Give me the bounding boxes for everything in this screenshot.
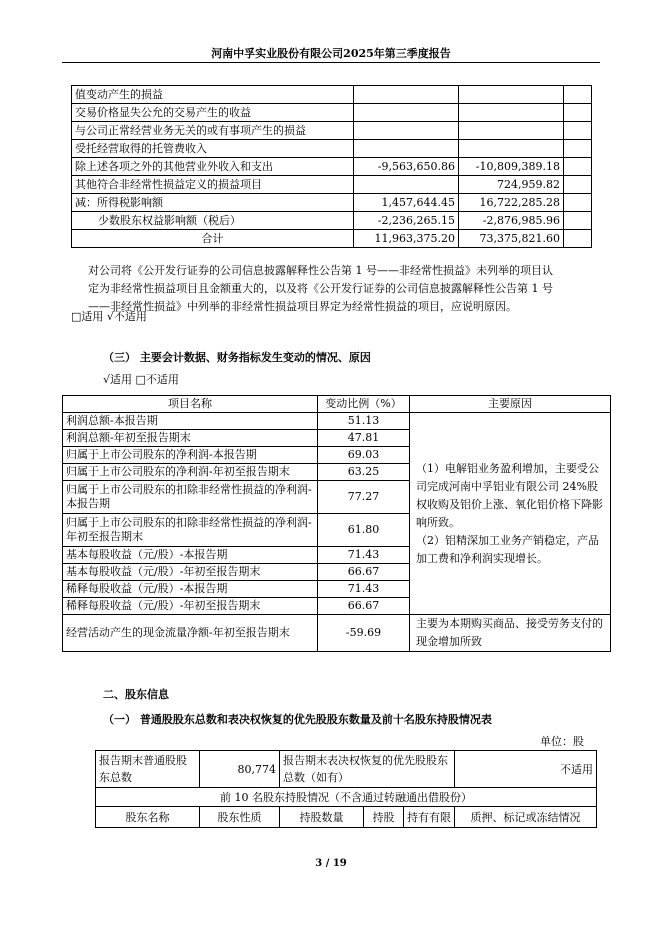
change-ratio: 61.80	[318, 514, 410, 547]
column-header-reason: 主要原因	[410, 396, 611, 413]
table-row	[72, 212, 592, 230]
nonrecurring-current	[354, 122, 459, 140]
preferred-shareholders-label: 报告期末表决权恢复的优先股股东总数（如有）	[280, 751, 455, 788]
nonrecurring-item: 值变动产生的损益	[72, 86, 354, 104]
nonrecurring-current: -9,563,650.86	[354, 158, 459, 176]
nonrecurring-note	[564, 176, 592, 194]
nonrecurring-ytd: 724,959.82	[459, 176, 564, 194]
table-row	[72, 122, 592, 140]
table-row	[72, 86, 592, 104]
change-item: 基本每股收益（元/股）-年初至报告期末	[63, 564, 318, 581]
column-header-nature: 股东性质	[200, 807, 280, 828]
change-ratio: 77.27	[318, 481, 410, 514]
explanation-paragraph	[88, 262, 608, 316]
indicator-change-table	[62, 395, 611, 652]
change-item: 稀释每股收益（元/股）-年初至报告期末	[63, 598, 318, 615]
change-ratio: 71.43	[318, 581, 410, 598]
nonrecurring-note	[564, 140, 592, 158]
table-row	[63, 615, 611, 652]
report-header-title: 河南中孚实业股份有限公司2025年第三季度报告	[211, 47, 451, 60]
column-header-item: 项目名称	[63, 396, 318, 413]
nonrecurring-item: 除上述各项之外的其他营业外收入和支出	[72, 158, 354, 176]
column-header-name: 股东名称	[96, 807, 200, 828]
unit-label: 单位：股	[540, 735, 584, 748]
change-ratio: 69.03	[318, 447, 410, 464]
nonrecurring-ytd: 16,722,285.28	[459, 194, 564, 212]
change-reason-cash: 主要为本期购买商品、接受劳务支付的现金增加所致	[410, 615, 611, 652]
table-row	[72, 176, 592, 194]
nonrecurring-current	[354, 86, 459, 104]
nonrecurring-note	[564, 122, 592, 140]
table-header-row	[63, 396, 611, 413]
explanation-line: 对公司将《公开发行证券的公司信息披露解释性公告第 1 号——非经常性损益》未列举的项目认	[88, 264, 553, 277]
section-3-title: （三） 主要会计数据、财务指标发生变动的情况、原因	[103, 351, 371, 364]
change-item: 归属于上市公司股东的净利润-年初至报告期末	[63, 464, 318, 481]
top10-caption: 前 10 名股东持股情况（不含通过转融通出借股份）	[96, 788, 597, 807]
nonrecurring-total-current: 11,963,375.20	[354, 230, 459, 248]
shareholder-section-title: 二、股东信息	[103, 688, 169, 701]
change-ratio: 71.43	[318, 547, 410, 564]
nonrecurring-ytd	[459, 104, 564, 122]
nonrecurring-item: 少数股东权益影响额（税后）	[72, 212, 354, 230]
change-item: 利润总额-年初至报告期末	[63, 430, 318, 447]
column-header-quantity: 持股数量	[280, 807, 364, 828]
section-3-applicability: √适用 □不适用	[103, 373, 179, 386]
change-reason-main	[410, 413, 611, 615]
nonrecurring-current	[354, 140, 459, 158]
nonrecurring-ytd: -2,876,985.96	[459, 212, 564, 230]
table-row	[72, 230, 592, 248]
nonrecurring-ytd	[459, 140, 564, 158]
change-ratio: 66.67	[318, 598, 410, 615]
change-ratio: 63.25	[318, 464, 410, 481]
nonrecurring-item: 与公司正常经营业务无关的或有事项产生的损益	[72, 122, 354, 140]
explanation-line: 定为非经常性损益项目且金额重大的，以及将《公开发行证券的公司信息披露解释性公告第 1 号	[88, 282, 553, 295]
change-item: 归属于上市公司股东的扣除非经常性损益的净利润-本报告期	[63, 481, 318, 514]
nonrecurring-note	[564, 104, 592, 122]
table-row	[96, 788, 597, 807]
table-row	[72, 140, 592, 158]
explanation-applicability: □适用 √不适用	[71, 310, 147, 323]
nonrecurring-current	[354, 104, 459, 122]
nonrecurring-ytd	[459, 122, 564, 140]
table-row	[72, 158, 592, 176]
nonrecurring-total-label: 合计	[72, 230, 354, 248]
nonrecurring-note	[564, 230, 592, 248]
nonrecurring-current: 1,457,644.45	[354, 194, 459, 212]
column-header-restricted: 持有有限	[404, 807, 455, 828]
nonrecurring-item: 受托经营取得的托管费收入	[72, 140, 354, 158]
column-header-pledge: 质押、标记或冻结情况	[455, 807, 597, 828]
nonrecurring-ytd	[459, 86, 564, 104]
nonrecurring-item: 交易价格显失公允的交易产生的收益	[72, 104, 354, 122]
reason-text: （1）电解铝业务盈利增加，主要受公司完成河南中孚铝业有限公司 24%股权收购及铝价上涨、氧化铝价格下降影响所致。	[416, 461, 603, 529]
nonrecurring-note	[564, 212, 592, 230]
change-ratio: 51.13	[318, 413, 410, 430]
nonrecurring-ytd: -10,809,389.18	[459, 158, 564, 176]
shareholder-subtitle: （一） 普通股股东总数和表决权恢复的优先股股东数量及前十名股东持股情况表	[103, 713, 492, 726]
change-item: 基本每股收益（元/股）-本报告期	[63, 547, 318, 564]
reason-text: （2）铝精深加工业务产销稳定，产品加工费和净利润实现增长。	[416, 533, 599, 565]
nonrecurring-note	[564, 158, 592, 176]
nonrecurring-note	[564, 194, 592, 212]
change-item: 归属于上市公司股东的净利润-本报告期	[63, 447, 318, 464]
page-number: 3 / 19	[315, 858, 347, 869]
nonrecurring-note	[564, 86, 592, 104]
table-row	[72, 104, 592, 122]
change-ratio: 66.67	[318, 564, 410, 581]
total-shareholders-label: 报告期末普通股股东总数	[96, 751, 200, 788]
nonrecurring-current: -2,236,265.15	[354, 212, 459, 230]
nonrecurring-item: 其他符合非经常性损益定义的损益项目	[72, 176, 354, 194]
total-shareholders-value: 80,774	[200, 751, 280, 788]
column-header-ratio: 变动比例（%）	[318, 396, 410, 413]
change-item: 利润总额-本报告期	[63, 413, 318, 430]
header-divider	[62, 62, 600, 63]
nonrecurring-item: 减：所得税影响额	[72, 194, 354, 212]
explanation-line: ——非经常性损益》中列举的非经常性损益项目界定为经常性损益的项目，应说明原因。	[88, 300, 517, 313]
change-item: 归属于上市公司股东的扣除非经常性损益的净利润-年初至报告期末	[63, 514, 318, 547]
table-row	[96, 751, 597, 788]
change-item: 经营活动产生的现金流量净额-年初至报告期末	[63, 615, 318, 652]
nonrecurring-total-ytd: 73,375,821.60	[459, 230, 564, 248]
shareholder-table	[95, 750, 597, 828]
table-row	[63, 413, 611, 430]
table-row	[72, 194, 592, 212]
column-header-ratio: 持股	[364, 807, 404, 828]
nonrecurring-items-table	[71, 85, 592, 248]
change-item: 稀释每股收益（元/股）-本报告期	[63, 581, 318, 598]
change-ratio: 47.81	[318, 430, 410, 447]
table-header-row	[96, 807, 597, 828]
change-ratio: -59.69	[318, 615, 410, 652]
nonrecurring-current	[354, 176, 459, 194]
preferred-shareholders-value: 不适用	[455, 751, 597, 788]
